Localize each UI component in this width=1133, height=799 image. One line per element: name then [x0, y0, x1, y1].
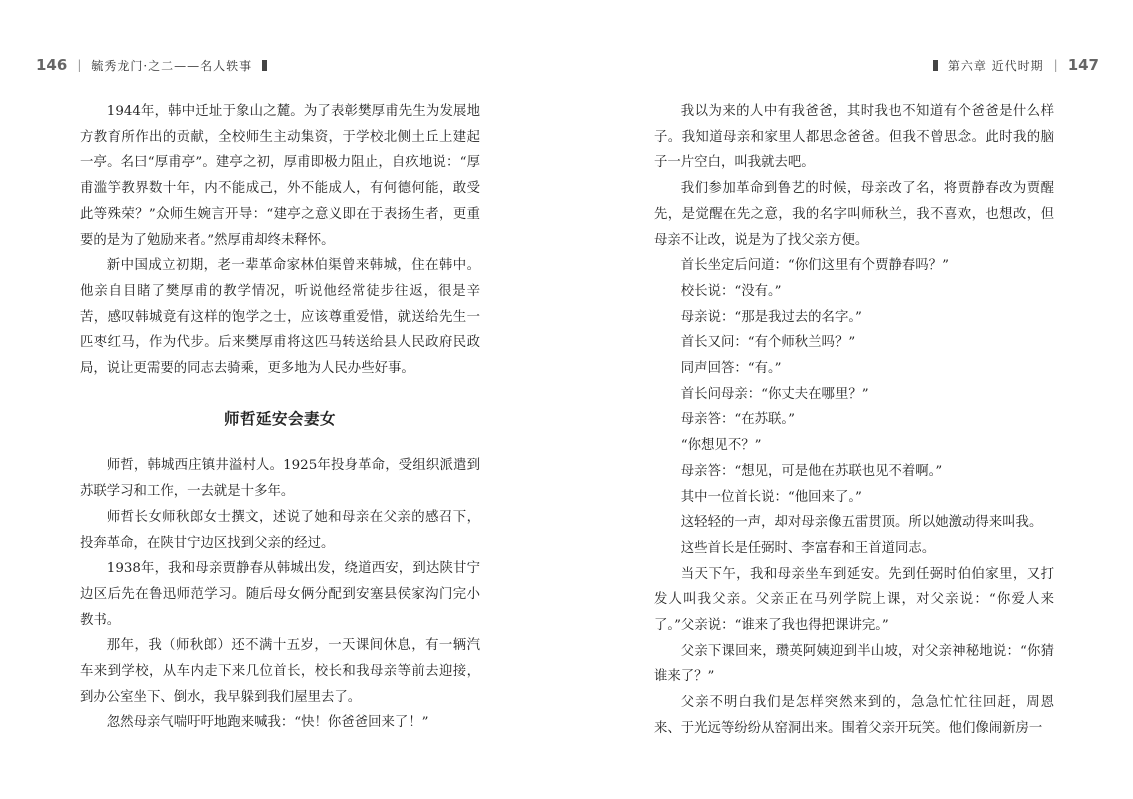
- paragraph: 其中一位首长说：“他回来了。”: [680, 489, 862, 505]
- paragraph: 同声回答：“有。”: [680, 361, 782, 377]
- paragraph: 当天下午，我和母亲坐车到延安。先到任弼时伯伯家里，又打发人叫我父亲。父亲正在马列学院上课，对父亲说：“你爱人来了。”父亲说：“谁来了我也得把课讲完。”: [654, 566, 1054, 634]
- header-marker-icon: [262, 60, 267, 71]
- paragraph: 母亲说：“那是我过去的名字。”: [680, 309, 862, 325]
- paragraph: 那年，我（师秋郎）还不满十五岁，一天课间休息，有一辆汽车来到学校，从车内走下来几位首长，校长和我母亲等前去迎接，到办公室坐下、倒水，我早躲到我们屋里去了。: [80, 638, 480, 705]
- paragraph: 我们参加革命到鲁艺的时候，母亲改了名，将贾静春改为贾醒先，是觉醒在先之意，我的名字叫师秋兰，我不喜欢，也想改，但母亲不让改，说是为了找父亲方便。: [654, 181, 1054, 248]
- paragraph: 这些首长是任弼时、李富春和王首道同志。: [680, 540, 936, 556]
- paragraph: 母亲答：“想见，可是他在苏联也见不着啊。”: [680, 463, 943, 479]
- header-marker-icon: [933, 60, 938, 71]
- paragraph: 这轻轻的一声，却对母亲像五雷贯顶。所以她激动得来叫我。: [680, 515, 1043, 531]
- paragraph: 母亲答：“在苏联。”: [680, 412, 795, 428]
- header-divider: |: [1053, 58, 1058, 72]
- paragraph: 师哲，韩城西庄镇井溢村人。1925年投身革命，受组织派遣到苏联学习和工作，一去就是十多年。: [80, 458, 480, 500]
- chapter-title: 第六章 近代时期: [947, 58, 1044, 73]
- paragraph: 校长说：“没有。”: [680, 283, 782, 299]
- paragraph: 1938年，我和母亲贾静春从韩城出发，绕道西安，到达陕甘宁边区后先在鲁迅师范学习。随后母女俩分配到安塞县侯家沟门完小教书。: [80, 561, 480, 628]
- right-page-body: [654, 99, 1054, 742]
- paragraph: 首长坐定后问道：“你们这里有个贾静春吗？”: [680, 258, 949, 274]
- paragraph: 新中国成立初期，老一辈革命家林伯渠曾来韩城，住在韩中。他亲自目睹了樊厚甫的教学情况，听说他经常徒步往返，很是辛苦，感叹韩城竟有这样的饱学之士，应该尊重爱惜，就送给先生一匹枣红马，作为代步。后来樊厚甫将这匹马转送给县人民政府民政局，说让更需要的同志去骑乘，更多地为人民办些好事。: [80, 258, 480, 377]
- paragraph: 忽然母亲气喘吁吁地跑来喊我：“快！你爸爸回来了！”: [106, 715, 429, 731]
- paragraph: 首长又问：“有个师秋兰吗？”: [680, 335, 856, 351]
- paragraph: 师哲长女师秋郎女士撰文，述说了她和母亲在父亲的感召下，投奔革命，在陕甘宁边区找到父亲的经过。: [80, 509, 480, 551]
- paragraph: 我以为来的人中有我爸爸，其时我也不知道有个爸爸是什么样子。我知道母亲和家里人都思念爸爸。但我不曾思念。此时我的脑子一片空白，叫我就去吧。: [654, 104, 1054, 171]
- left-page-body: [80, 99, 480, 736]
- header-divider: |: [77, 58, 82, 72]
- left-page-number: 146: [36, 56, 68, 74]
- right-page-number: 147: [1067, 56, 1099, 74]
- section-title: 师哲延安会妻女: [223, 408, 336, 428]
- book-title: 毓秀龙门·之二——名人轶事: [91, 58, 253, 73]
- paragraph: “你想见不？”: [680, 438, 762, 454]
- paragraph: 首长问母亲：“你丈夫在哪里？”: [680, 386, 869, 402]
- right-page-header: [923, 54, 1099, 76]
- left-page-header: [36, 54, 277, 76]
- paragraph: 父亲下课回来，瓒英阿姨迎到半山坡，对父亲神秘地说：“你猜谁来了？”: [654, 643, 1054, 685]
- paragraph: 父亲不明白我们是怎样突然来到的，急急忙忙往回赶，周恩来、于光远等纷纷从窑洞出来。围着父亲开玩笑。他们像闹新房一: [654, 695, 1054, 736]
- paragraph: 1944年，韩中迁址于象山之麓。为了表彰樊厚甫先生为发展地方教育所作出的贡献，全校师生主动集资，于学校北侧土丘上建起一亭。名曰“厚甫亭”。建亭之初，厚甫即极力阻止，自疚地说：“厚甫滥竽教界数十年，内不能成己，外不能成人，有何德何能，敢受此等殊荣？”众师生婉言开导：“建亭之意义即在于表扬生者，更重要的是为了勉励来者。”然厚甫却终未释怀。: [80, 104, 480, 248]
